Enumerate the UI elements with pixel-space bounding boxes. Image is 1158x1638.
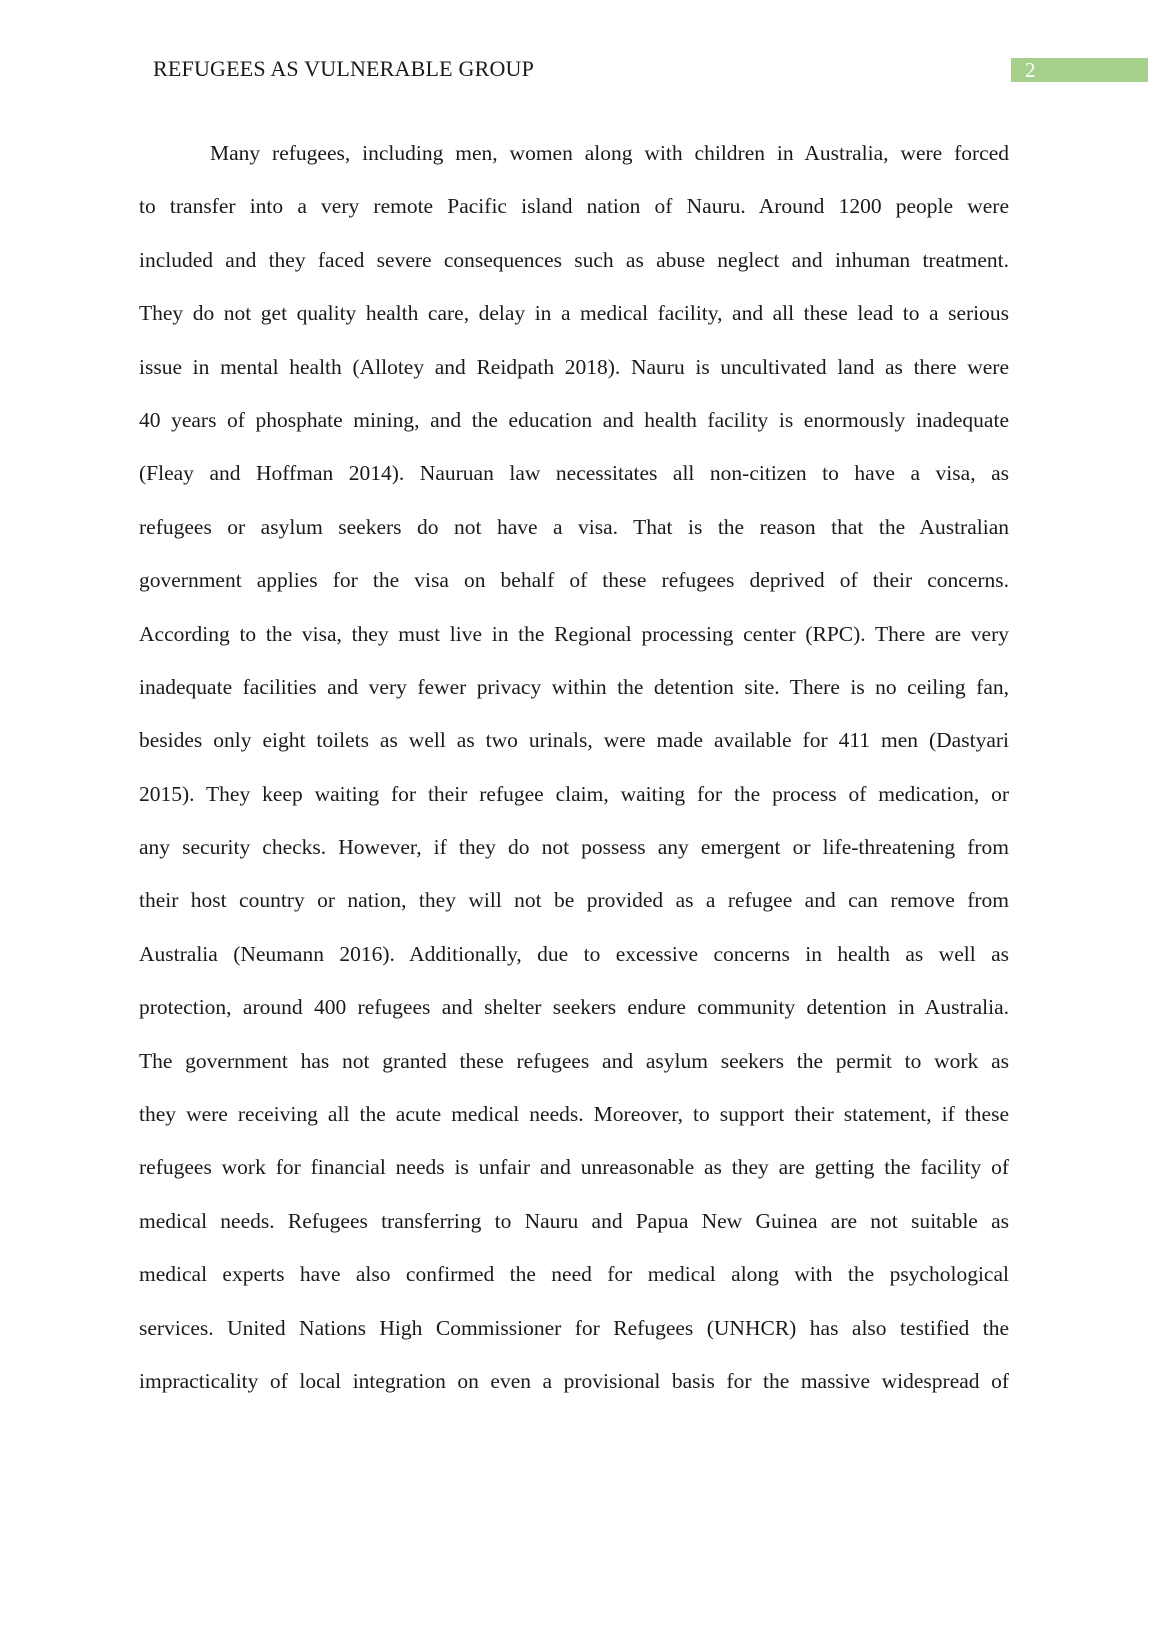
paragraph-line: protection, around 400 refugees and shelter seekers endure community detention in Australia.: [139, 995, 1009, 1020]
paragraph-line: According to the visa, they must live in the Regional processing center (RPC). There are very: [139, 621, 1009, 646]
page-number: 2: [1025, 58, 1036, 82]
paragraph-line: services. United Nations High Commissioner for Refugees (UNHCR) has also testified the: [139, 1315, 1009, 1340]
paragraph-line: The government has not granted these refugees and asylum seekers the permit to work as: [139, 1048, 1009, 1073]
paragraph-line: issue in mental health (Allotey and Reidpath 2018). Nauru is uncultivated land as there were: [139, 354, 1009, 379]
paragraph-line: included and they faced severe consequences such as abuse neglect and inhuman treatment.: [139, 247, 1009, 272]
paragraph-line: besides only eight toilets as well as two urinals, were made available for 411 men (Dastyari: [139, 728, 1009, 753]
paragraph-line: 2015). They keep waiting for their refugee claim, waiting for the process of medication, or: [139, 781, 1009, 806]
paragraph-line: any security checks. However, if they do not possess any emergent or life-threatening from: [139, 835, 1009, 860]
running-header-title: REFUGEES AS VULNERABLE GROUP: [153, 56, 535, 81]
paragraph-line: Many refugees, including men, women along with children in Australia, were forced: [210, 141, 1009, 165]
paragraph-line: 40 years of phosphate mining, and the education and health facility is enormously inadequate: [139, 407, 1009, 432]
body-paragraph: [139, 127, 1009, 1408]
paragraph-line: inadequate facilities and very fewer privacy within the detention site. There is no ceiling fan,: [139, 674, 1009, 699]
paragraph-line: Australia (Neumann 2016). Additionally, due to excessive concerns in health as well as: [139, 941, 1009, 966]
paragraph-line: to transfer into a very remote Pacific island nation of Nauru. Around 1200 people were: [139, 194, 1009, 219]
paragraph-line: their host country or nation, they will not be provided as a refugee and can remove from: [139, 888, 1009, 913]
paragraph-line: They do not get quality health care, delay in a medical facility, and all these lead to a serious: [139, 301, 1009, 326]
paragraph-line: medical experts have also confirmed the need for medical along with the psychological: [139, 1262, 1009, 1287]
paragraph-line: they were receiving all the acute medical needs. Moreover, to support their statement, if these: [139, 1102, 1009, 1127]
page-number-badge: [1011, 58, 1148, 82]
paragraph-line: (Fleay and Hoffman 2014). Nauruan law necessitates all non-citizen to have a visa, as: [139, 461, 1009, 486]
paragraph-line: medical needs. Refugees transferring to Nauru and Papua New Guinea are not suitable as: [139, 1208, 1009, 1233]
paragraph-line: refugees or asylum seekers do not have a visa. That is the reason that the Australian: [139, 514, 1009, 539]
paragraph-line: refugees work for financial needs is unfair and unreasonable as they are getting the facility of: [139, 1155, 1009, 1180]
paragraph-line: government applies for the visa on behalf of these refugees deprived of their concerns.: [139, 568, 1009, 593]
paragraph-line: impracticality of local integration on even a provisional basis for the massive widespread of: [139, 1368, 1009, 1393]
